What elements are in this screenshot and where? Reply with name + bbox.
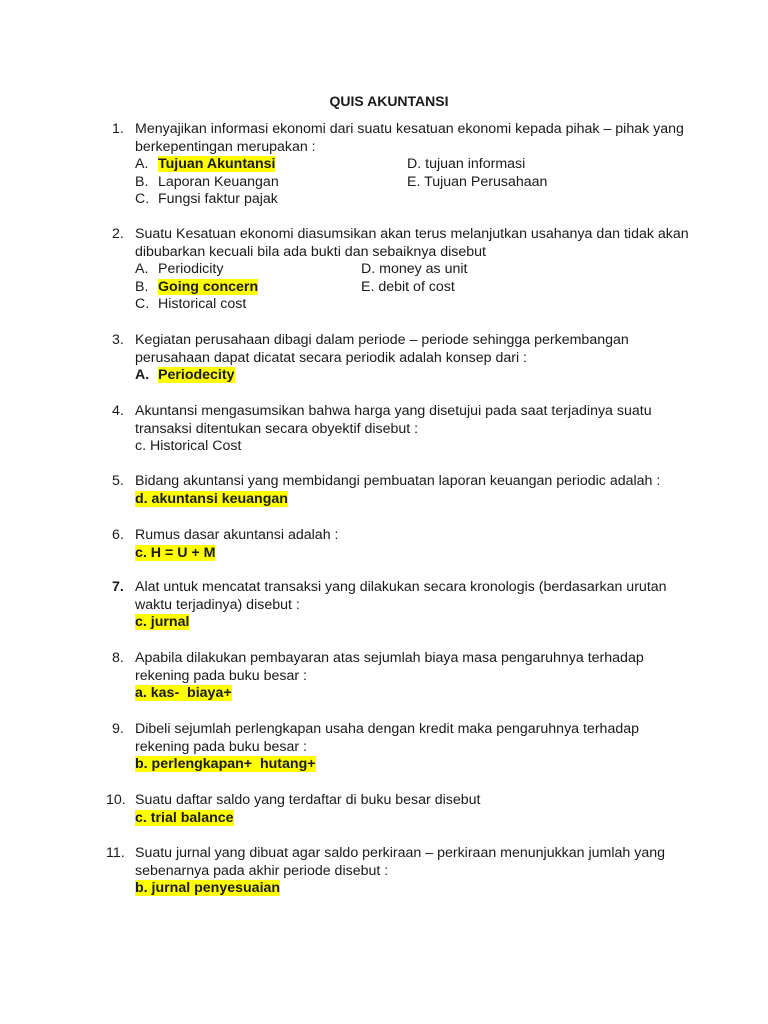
option-letter: C. (135, 296, 150, 313)
option-letter: B. (135, 173, 149, 190)
option-letter: C. (135, 191, 150, 208)
question-number: 3. (112, 332, 124, 348)
question-number: 1. (112, 121, 124, 137)
question-number: 11. (106, 845, 125, 861)
answer-highlighted: c. H = U + M (135, 544, 216, 561)
question-4 (0, 403, 768, 456)
answer-highlighted: d. akuntansi keuangan (135, 490, 288, 507)
option-letter: A. (135, 261, 149, 278)
option-letter: A. (135, 367, 150, 384)
question-number: 10. (106, 792, 126, 808)
question-number: 7. (112, 579, 124, 595)
question-text-line: Suatu daftar saldo yang terdaftar di buku besar disebut (135, 792, 481, 808)
question-text-line: perusahaan dapat dicatat secara periodik adalah konsep dari : (135, 349, 527, 366)
option-c: Historical cost (158, 296, 247, 313)
question-number: 8. (112, 650, 124, 666)
question-11 (0, 845, 768, 898)
option-a-correct: Tujuan Akuntansi (158, 156, 276, 173)
option-d: D. tujuan informasi (407, 156, 526, 173)
question-text-line: rekening pada buku besar : (135, 667, 307, 684)
question-text-line: dibubarkan kecuali bila ada bukti dan sebaiknya disebut (135, 243, 486, 260)
question-3 (0, 332, 768, 385)
answer-highlighted: a. kas- biaya+ (135, 685, 232, 702)
question-text-line: Suatu Kesatuan ekonomi diasumsikan akan terus melanjutkan usahanya dan tidak akan (135, 226, 689, 242)
question-text-line: berkepentingan merupakan : (135, 138, 316, 155)
question-8 (0, 650, 768, 703)
question-number: 2. (112, 226, 124, 242)
option-letter: A. (135, 156, 149, 173)
option-letter: B. (135, 278, 149, 295)
question-text-line: transaksi ditentukan secara obyektif disebut : (135, 420, 419, 437)
question-number: 4. (112, 403, 124, 419)
option-b: Laporan Keuangan (158, 173, 279, 190)
question-5 (0, 473, 768, 508)
question-number: 5. (112, 473, 124, 489)
answer: c. Historical Cost (135, 438, 242, 455)
option-e: E. debit of cost (361, 278, 455, 295)
option-c: Fungsi faktur pajak (158, 191, 278, 208)
question-text-line: Alat untuk mencatat transaksi yang dilakukan secara kronologis (berdasarkan urutan (135, 579, 667, 595)
answer-highlighted: c. jurnal (135, 614, 190, 631)
option-a: Periodicity (158, 261, 224, 278)
question-text-line: sebenarnya pada akhir periode disebut : (135, 862, 389, 879)
question-text-line: Suatu jurnal yang dibuat agar saldo perkiraan – perkiraan menunjukkan jumlah yang (135, 845, 666, 861)
question-text-line: Akuntansi mengasumsikan bahwa harga yang disetujui pada saat terjadinya suatu (135, 403, 652, 419)
question-6 (0, 527, 768, 562)
question-text-line: Bidang akuntansi yang membidangi pembuatan laporan keuangan periodic adalah : (135, 473, 661, 489)
question-2 (0, 226, 768, 314)
question-text-line: Apabila dilakukan pembayaran atas sejumlah biaya masa pengaruhnya terhadap (135, 650, 644, 666)
question-text-line: Menyajikan informasi ekonomi dari suatu kesatuan ekonomi kepada pihak – pihak yang (135, 121, 684, 137)
document-title: QUIS AKUNTANSI (329, 93, 449, 109)
question-text-line: waktu terjadinya) disebut : (135, 596, 300, 613)
answer-highlighted: b. jurnal penyesuaian (135, 880, 281, 897)
option-a-correct: Periodecity (158, 367, 235, 384)
question-number: 9. (112, 721, 124, 737)
option-e: E. Tujuan Perusahaan (407, 173, 548, 190)
answer-highlighted: c. trial balance (135, 809, 234, 826)
question-7 (0, 579, 768, 632)
question-1 (0, 121, 768, 209)
answer-highlighted: b. perlengkapan+ hutang+ (135, 756, 316, 773)
question-9 (0, 721, 768, 774)
question-10 (0, 792, 768, 827)
question-text-line: Dibeli sejumlah perlengkapan usaha dengan kredit maka pengaruhnya terhadap (135, 721, 640, 737)
option-d: D. money as unit (361, 261, 468, 278)
question-text-line: Kegiatan perusahaan dibagi dalam periode – periode sehingga perkembangan (135, 332, 629, 348)
question-text-line: Rumus dasar akuntansi adalah : (135, 527, 339, 543)
question-number: 6. (112, 527, 124, 543)
question-text-line: rekening pada buku besar : (135, 738, 307, 755)
option-b-correct: Going concern (158, 278, 259, 295)
